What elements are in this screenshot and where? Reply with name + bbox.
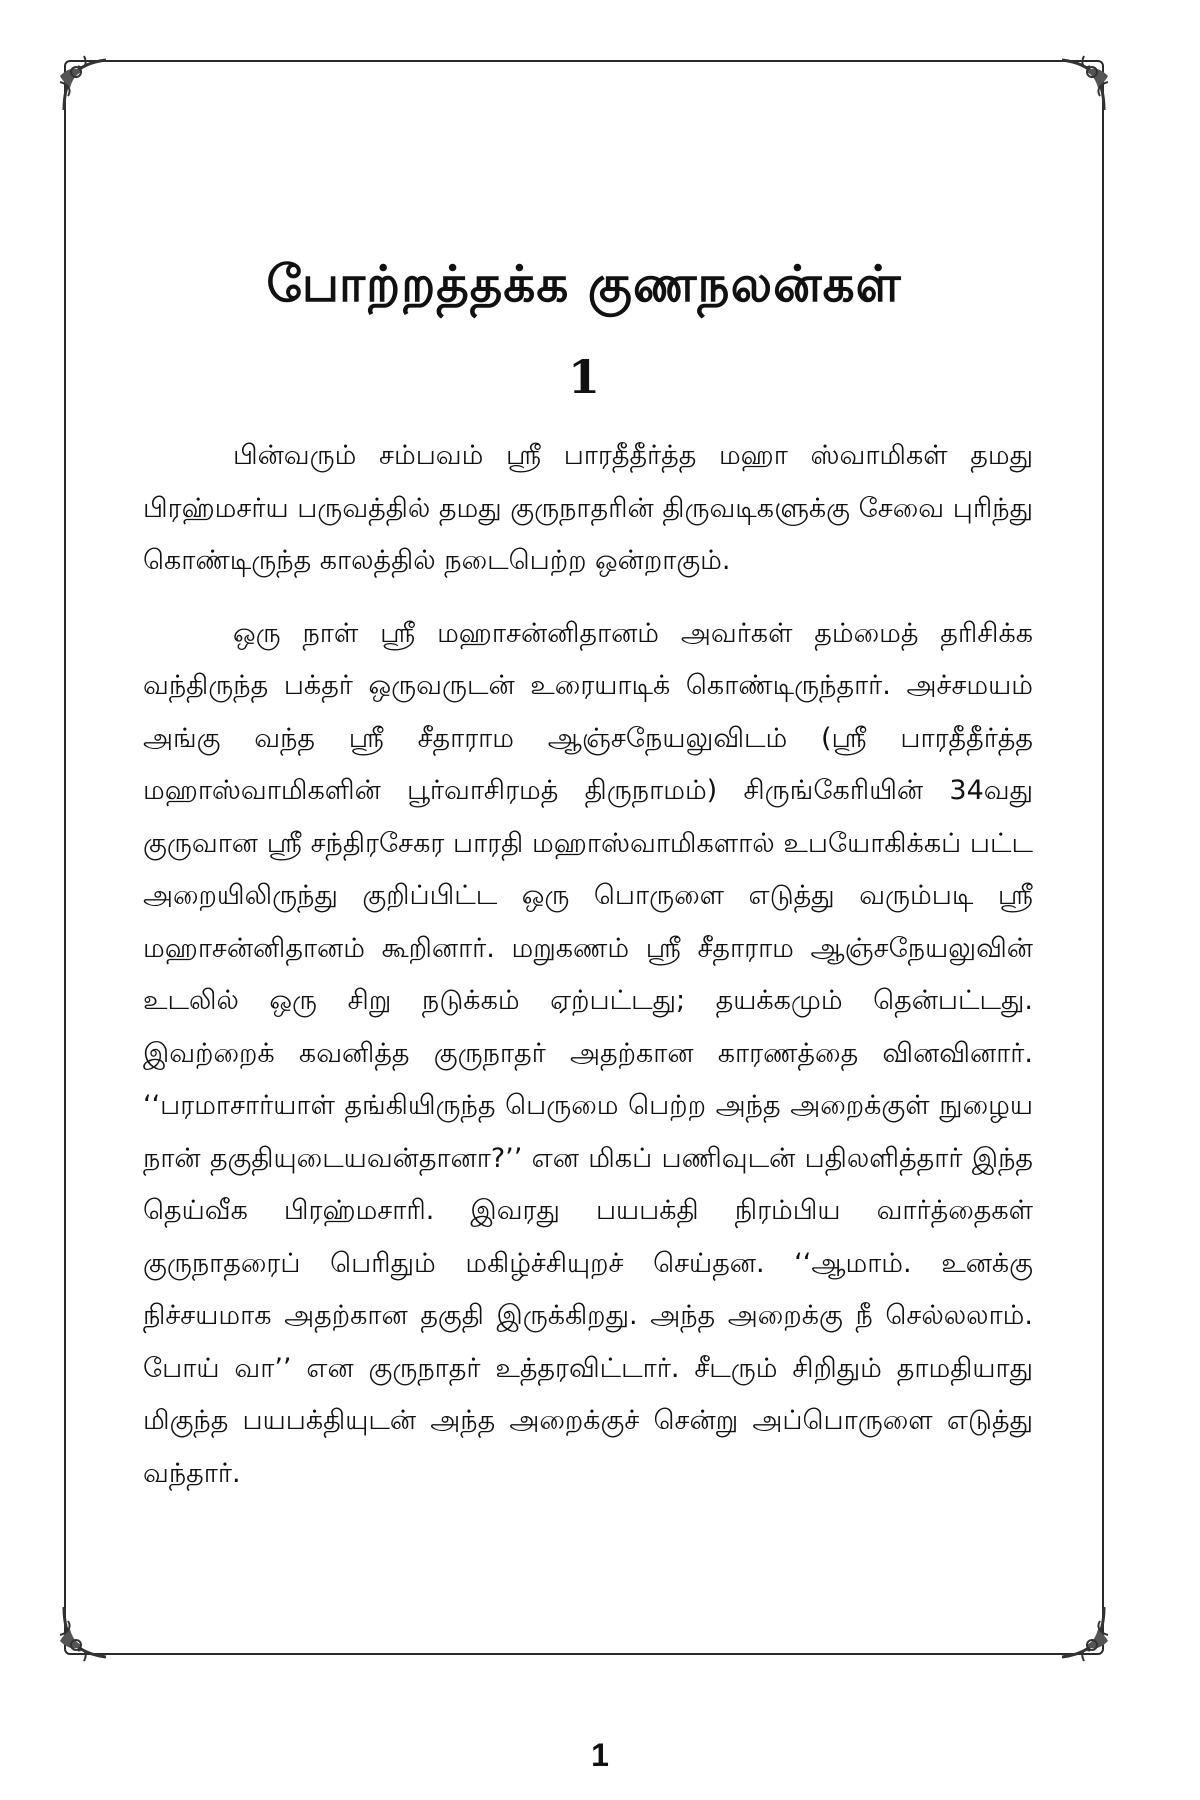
paragraph: பின்வரும் சம்பவம் ஸ்ரீ பாரதீதீர்த்த மஹா ஸ்வாமிகள் தமது பிரஹ்மசர்ய பருவத்தில் தமது குருநாதரின் திருவடிகளுக்கு சேவை புரிந்து கொண்டிருந்த காலத்தில் நடைபெற்ற ஒன்றாகும். bbox=[143, 440, 1033, 576]
page-number: 1 bbox=[591, 1737, 609, 1773]
chapter-number: 1 bbox=[567, 350, 600, 404]
corner-ornament-icon bbox=[1050, 1603, 1114, 1667]
paragraph: ஒரு நாள் ஸ்ரீ மஹாசன்னிதானம் அவர்கள் தம்மைத் தரிசிக்க வந்திருந்த பக்தர் ஒருவருடன் உரையாடிக் கொண்டிருந்தார். அச்சமயம் அங்கு வந்த ஸ்ரீ சீதாராம ஆஞ்சநேயலுவிடம் (ஸ்ரீ பாரதீதீர்த்த மஹாஸ்வாமிகளின் பூர்வாசிரமத் திருநாமம்) சிருங்கேரியின் 34வது குருவான ஸ்ரீ சந்திரசேகர பாரதி மஹாஸ்வாமிகளால் உபயோகிக்கப் பட்ட அறையிலிருந்து குறிப்பிட்ட ஒரு பொருளை எடுத்து வரும்படி ஸ்ரீ மஹாசன்னிதானம் கூறினார். மறுகணம் ஸ்ரீ சீதாராம ஆஞ்சநேயலுவின் உடலில் ஒரு சிறு நடுக்கம் ஏற்பட்டது; தயக்கமும் தென்பட்டது. இவற்றைக் கவனித்த குருநாதர் அதற்கான காரணத்தை வினவினார். ‘‘பரமாசார்யாள் தங்கியிருந்த பெருமை பெற்ற அந்த அறைக்குள் நுழைய நான் தகுதியுடையவன்தானா?’’ என மிகப் பணிவுடன் பதிலளித்தார் இந்த தெய்வீக பிரஹ்மசாரி. இவரது பயபக்தி நிரம்பிய வார்த்தைகள் குருநாதரைப் பெரிதும் மகிழ்ச்சியுறச் செய்தன. ‘‘ஆமாம். உனக்கு நிச்சயமாக அதற்கான தகுதி இருக்கிறது. அந்த அறைக்கு நீ செல்லலாம். போய் வா’’ என குருநாதர் உத்தரவிட்டார். சீடரும் சிறிதும் தாமதியாது மிகுந்த பயபக்தியுடன் அந்த அறைக்குச் சென்று அப்பொருளை எடுத்து வந்தார். bbox=[143, 617, 1033, 1489]
corner-ornament-icon bbox=[54, 50, 118, 114]
corner-ornament-icon bbox=[54, 1603, 118, 1667]
corner-ornament-icon bbox=[1050, 50, 1114, 114]
chapter-title: போற்றத்தக்க குணநலன்கள் bbox=[266, 255, 902, 313]
body-text bbox=[143, 430, 1033, 1520]
